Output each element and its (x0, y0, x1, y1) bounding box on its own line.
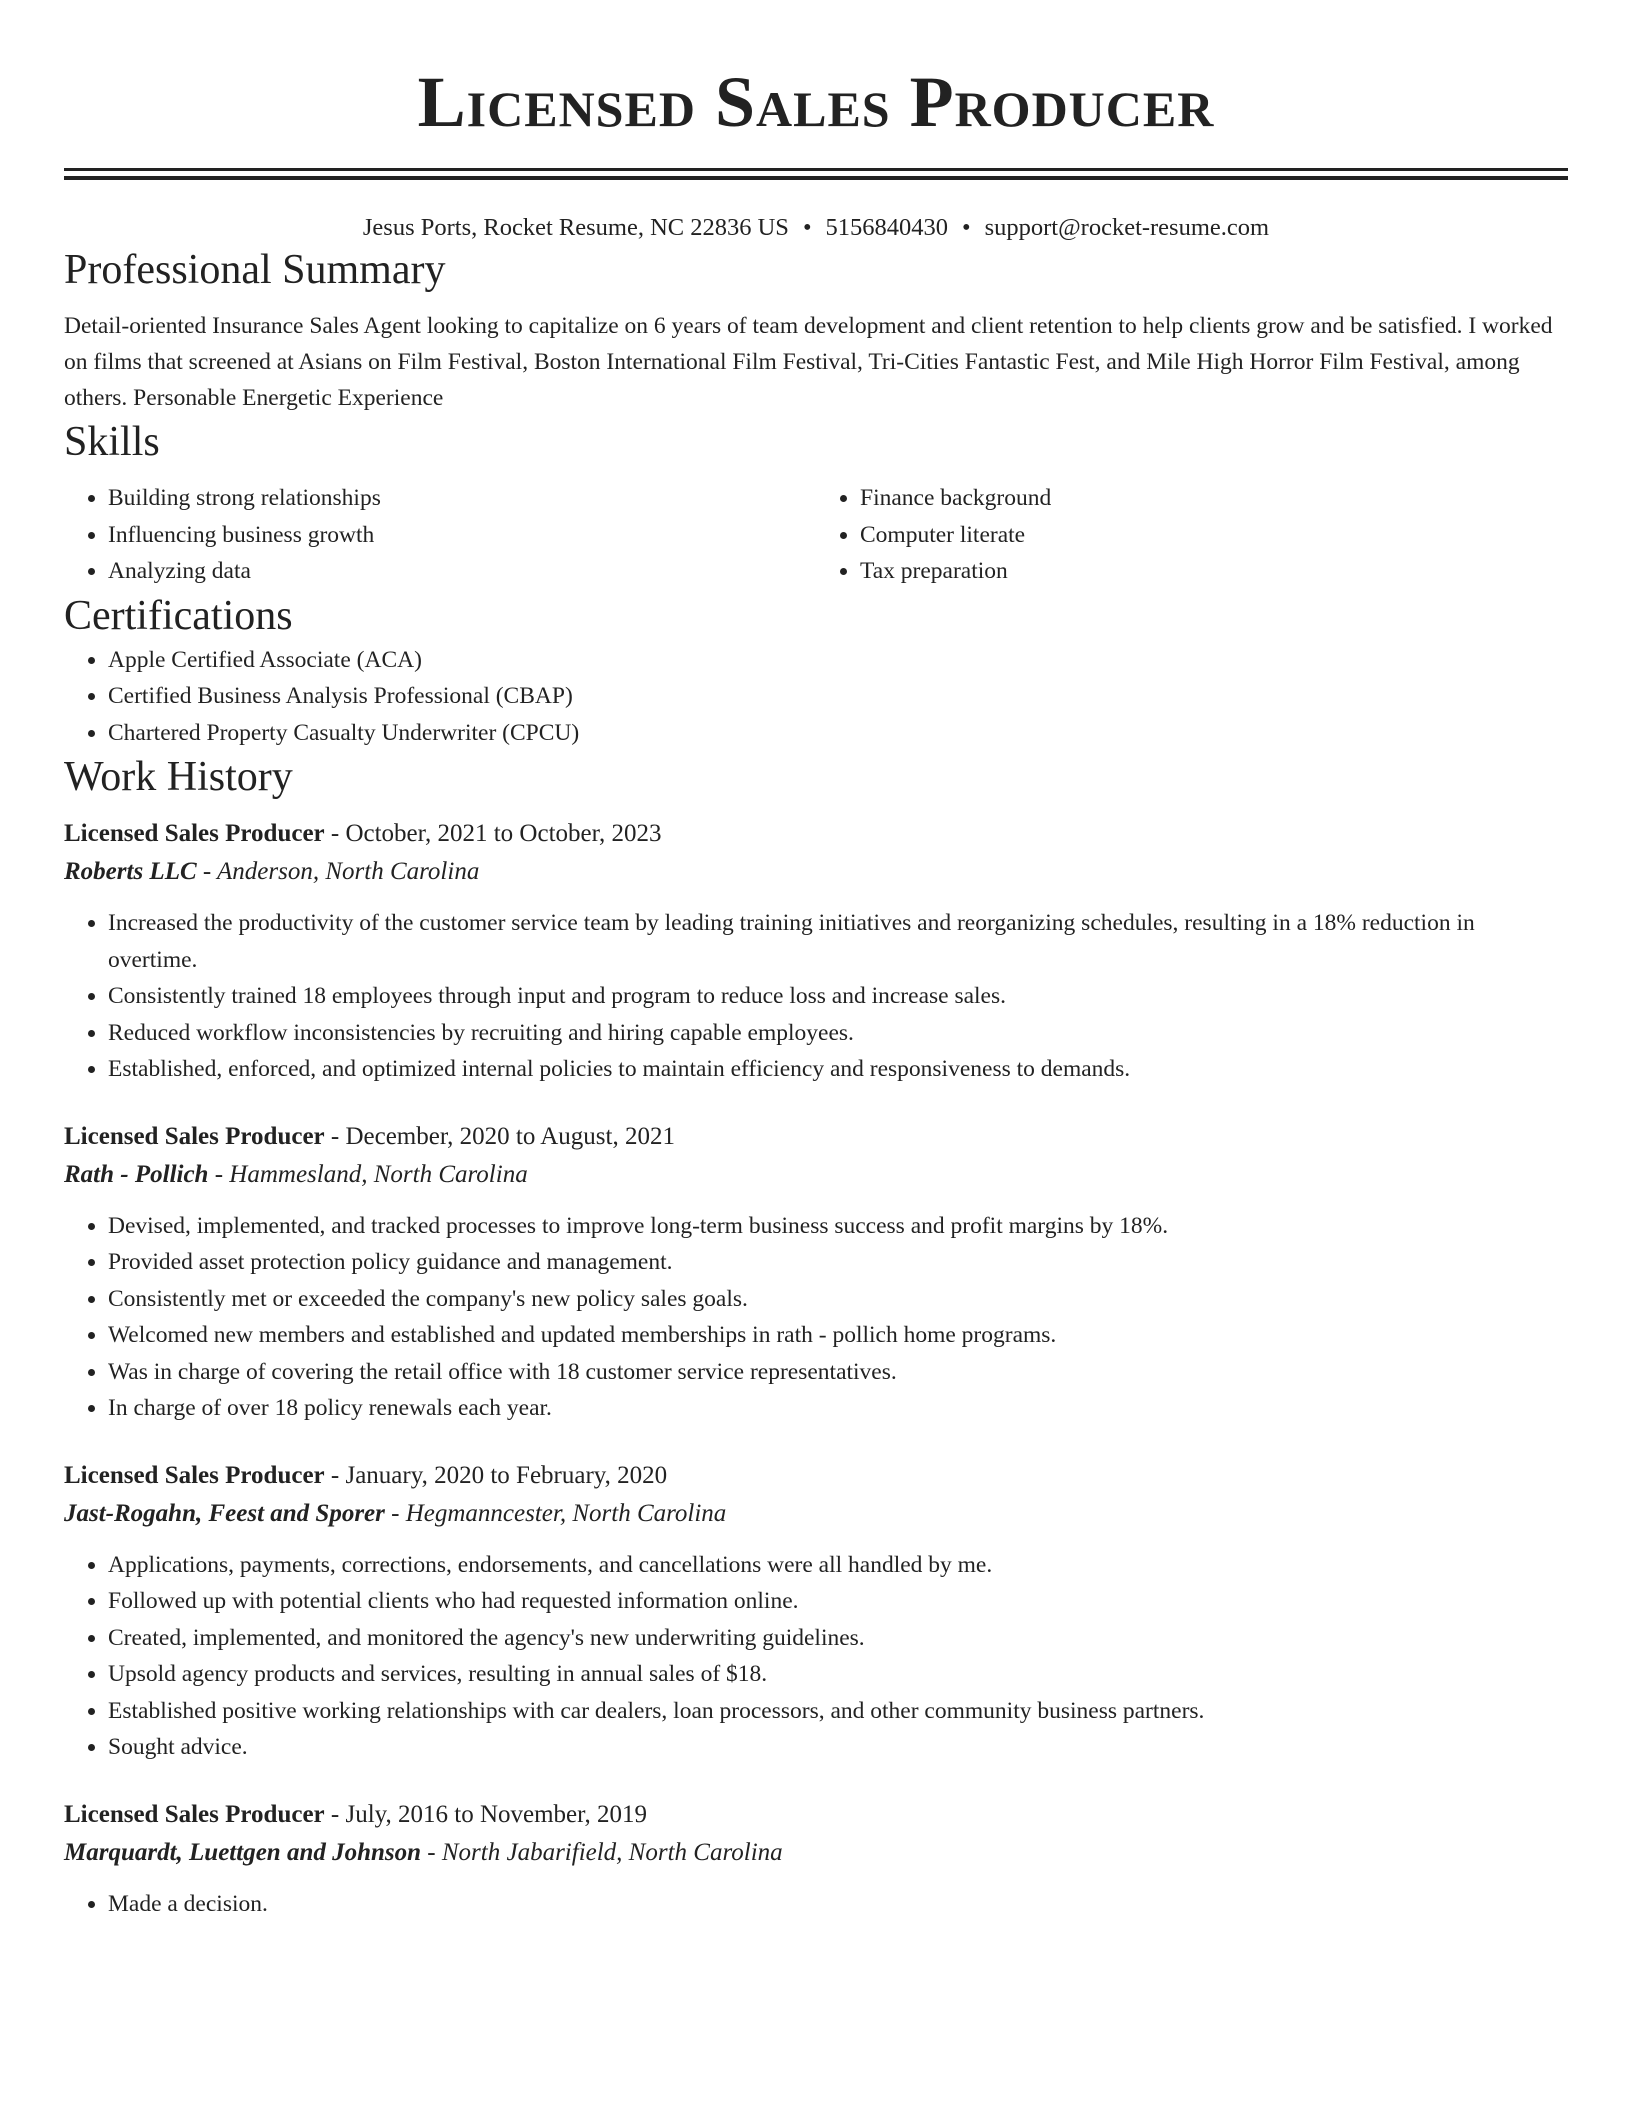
job-entry (64, 1457, 1568, 1766)
job-location: - North Jabarifield, North Carolina (421, 1838, 783, 1866)
skill-item: • Influencing business growth (108, 517, 816, 554)
job-title: Licensed Sales Producer (64, 1800, 325, 1828)
job-bullets (64, 905, 1568, 1088)
skill-item: • Tax preparation (860, 553, 1568, 590)
contact-line (64, 212, 1568, 244)
job-title-line (64, 815, 1568, 853)
job-title-line (64, 1796, 1568, 1834)
job-company-line (64, 1834, 1568, 1872)
job-bullet: • Welcomed new members and established and updated memberships in rath - pollich home programs. (108, 1317, 1568, 1354)
skill-item: • Analyzing data (108, 553, 816, 590)
job-company: Rath - Pollich (64, 1160, 209, 1188)
job-bullet: • Established, enforced, and optimized internal policies to maintain efficiency and responsiveness to demands. (108, 1051, 1568, 1088)
job-company: Jast-Rogahn, Feest and Sporer (64, 1499, 385, 1527)
contact-email: support@rocket-resume.com (984, 214, 1270, 241)
certification-item: • Chartered Property Casualty Underwriter (CPCU) (108, 715, 1568, 752)
job-company-line (64, 1495, 1568, 1533)
title-divider-top (64, 168, 1568, 171)
job-bullet: • Increased the productivity of the customer service team by leading training initiatives and reorganizing schedules, resulting in a 18% reduction in overtime. (108, 905, 1568, 978)
job-bullet: • Was in charge of covering the retail office with 18 customer service representatives. (108, 1354, 1568, 1391)
job-company-line (64, 853, 1568, 891)
job-title: Licensed Sales Producer (64, 1461, 325, 1489)
certifications-heading: Certifications (64, 592, 293, 639)
resume-title: Licensed Sales Producer (417, 62, 1215, 142)
skill-item: • Computer literate (860, 517, 1568, 554)
job-entry (64, 1796, 1568, 1923)
job-bullet: • Created, implemented, and monitored the agency's new underwriting guidelines. (108, 1620, 1568, 1657)
job-entry (64, 1118, 1568, 1427)
job-bullet: • Consistently met or exceeded the company's new policy sales goals. (108, 1281, 1568, 1318)
job-bullets (64, 1208, 1568, 1427)
job-bullet: • Consistently trained 18 employees through input and program to reduce loss and increase sales. (108, 978, 1568, 1015)
job-bullet: • Provided asset protection policy guidance and management. (108, 1244, 1568, 1281)
job-bullet: • Reduced workflow inconsistencies by recruiting and hiring capable employees. (108, 1015, 1568, 1052)
skill-item: • Building strong relationships (108, 480, 816, 517)
job-company-line (64, 1156, 1568, 1194)
job-company: Roberts LLC (64, 858, 197, 885)
contact-address: Jesus Ports, Rocket Resume, NC 22836 US (362, 214, 789, 241)
title-divider-bottom (64, 176, 1568, 180)
job-title-line (64, 1118, 1568, 1156)
job-dates: - October, 2021 to October, 2023 (324, 820, 662, 847)
skills-column-left (64, 480, 816, 590)
job-bullet: • Upsold agency products and services, resulting in annual sales of $18. (108, 1656, 1568, 1693)
summary-heading: Professional Summary (64, 247, 446, 293)
job-title: Licensed Sales Producer (64, 820, 325, 847)
job-dates: - July, 2016 to November, 2019 (324, 1800, 647, 1828)
job-location: - Hegmanncester, North Carolina (384, 1499, 727, 1527)
job-title: Licensed Sales Producer (64, 1122, 325, 1150)
job-dates: - December, 2020 to August, 2021 (324, 1122, 675, 1150)
job-company: Marquardt, Luettgen and Johnson (64, 1838, 422, 1866)
skills-heading: Skills (64, 419, 160, 465)
certifications-list (64, 642, 1568, 752)
job-location: - Hammesland, North Carolina (208, 1160, 528, 1188)
job-bullet: • In charge of over 18 policy renewals each year. (108, 1390, 1568, 1427)
work-history-heading: Work History (64, 754, 293, 800)
job-dates: - January, 2020 to February, 2020 (324, 1461, 668, 1489)
certification-item: • Apple Certified Associate (ACA) (108, 642, 1568, 679)
job-bullet: • Sought advice. (108, 1729, 1568, 1766)
job-location: - Anderson, North Carolina (196, 858, 480, 885)
job-bullet: • Made a decision. (108, 1886, 1568, 1923)
job-bullet: • Followed up with potential clients who had requested information online. (108, 1583, 1568, 1620)
job-bullets (64, 1886, 1568, 1923)
contact-phone: 5156840430 (825, 214, 949, 241)
contact-separator: • (802, 214, 812, 241)
skill-item: • Finance background (860, 480, 1568, 517)
job-bullet: • Established positive working relationships with car dealers, loan processors, and other community business partners. (108, 1693, 1568, 1730)
job-bullets (64, 1547, 1568, 1766)
skills-list (64, 480, 1568, 590)
contact-separator: • (962, 214, 971, 241)
job-bullet: • Devised, implemented, and tracked processes to improve long-term business success and profit margins by 18%. (108, 1208, 1568, 1245)
summary-text: Detail-oriented Insurance Sales Agent looking to capitalize on 6 years of team development and client retention to help clients grow and be satisfied. I worked on films that screened at Asians on Film Festival, Boston International Film Festival, Tri-Cities Fantastic Fest, and Mile High Horror Film Festival, among others. Personable Energetic Experience (64, 313, 1553, 411)
job-title-line (64, 1457, 1568, 1495)
certification-item: • Certified Business Analysis Professional (CBAP) (108, 678, 1568, 715)
skills-column-right (816, 480, 1568, 590)
job-bullet: • Applications, payments, corrections, endorsements, and cancellations were all handled by me. (108, 1547, 1568, 1584)
job-entry (64, 815, 1568, 1088)
